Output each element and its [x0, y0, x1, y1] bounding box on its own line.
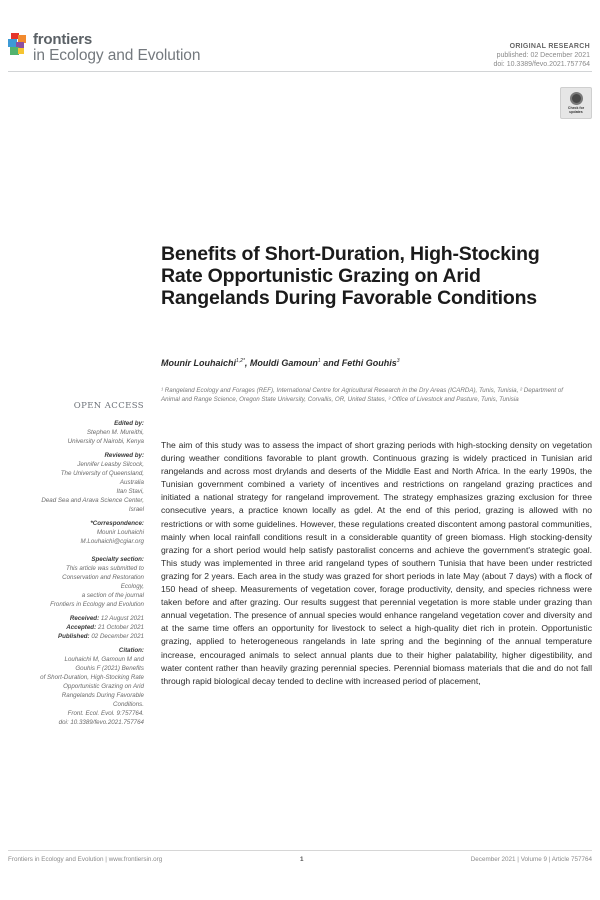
author-name[interactable]: Mouldi Gamoun [249, 358, 318, 368]
received-date [8, 614, 144, 623]
correspondence-name: Mounir Louhaichi [96, 529, 144, 536]
citation-line: Louhaichi M, Gamoun M and [64, 656, 144, 663]
published-date-sidebar [8, 632, 144, 641]
received-label: Received: [69, 615, 100, 622]
reviewer-name[interactable]: Itan Stavi, [116, 488, 144, 495]
footer-journal-link[interactable]: Frontiers in Ecology and Evolution | www.frontiersin.org [8, 856, 163, 863]
editor-name[interactable]: Stephen M. Mureithi, [86, 429, 144, 436]
check-updates-label: Check for updates [567, 106, 585, 114]
received-value: 12 August 2021 [100, 615, 144, 622]
specialty-line: Frontiers in Ecology and Evolution [50, 601, 144, 608]
reviewer-affiliation: Dead Sea and Arava Science Center, [41, 497, 144, 504]
reviewer-affiliation: The University of Queensland, [60, 470, 144, 477]
page-number: 1 [300, 856, 304, 863]
specialty-line: a section of the journal [81, 592, 144, 599]
accepted-date [8, 623, 144, 632]
citation-line: Gouhis F (2021) Benefits [75, 665, 144, 672]
reviewed-by-label: Reviewed by: [104, 452, 144, 459]
published-date: published: 02 December 2021 [496, 52, 590, 59]
article-type: ORIGINAL RESEARCH [509, 43, 590, 50]
published-label: Published: [57, 633, 90, 640]
citation-line: Opportunistic Grazing on Arid [63, 683, 144, 690]
article-title: Benefits of Short-Duration, High-Stocking Rate Opportunistic Grazing on Arid Rangelands During Favorable Conditions [161, 243, 540, 309]
author-name[interactable]: Mounir Louhaichi [161, 358, 236, 368]
specialty-line: Ecology, [120, 583, 144, 590]
check-for-updates-button[interactable] [560, 87, 592, 119]
check-updates-icon [570, 92, 583, 105]
doi-link[interactable]: doi: 10.3389/fevo.2021.757764 [493, 61, 590, 68]
citation-line: Conditions. [113, 701, 144, 708]
brand-name: frontiers [33, 31, 93, 48]
citation-doi-link[interactable]: doi: 10.3389/fevo.2021.757764 [58, 719, 144, 726]
frontiers-logo-icon [8, 33, 30, 57]
footer-volume-info: December 2021 | Volume 9 | Article 757764 [470, 856, 592, 863]
article-info-sidebar [8, 402, 144, 727]
author-affil-marker: 1,2* [236, 358, 245, 364]
abstract-text: The aim of this study was to assess the impact of short grazing periods with high-stocking density on vegetation during weather conditions favorable to plant growth. Continuous grazing is widely practiced in Tunisian arid rangelands and across most drylands and deserts of the Middle East and North Africa. In the early 1990s, the Tunisian government combined a variety of incentives and restrictions on rangeland grazing practices and initiated a national strategy for rangeland improvement. The strategy emphasizes grazing exclusion for three consecutive years, a practice known locally as gdel. At the end of this period, grazing is allowed with no restrictions or with some guidelines. However, these regulations created discontent among pastoral communities, mainly when local rainfall conditions result in a considerable quantity of green biomass. High stocking-density grazing for a short period would help satisfy pastoralist concerns and achieve the government's strategic goal. This study was implemented in three arid rangeland types of southern Tunisia that have been under restricted grazing for 2 years. Each area in the study was grazed for short periods in late May (about 7 days) with a flock of 150 head of sheep. Measurements of vegetation cover, forage productivity, density, and species richness were taken before and after grazing. Our results suggest that perennial vegetation is more stable under grazing than annual vegetation. The presence of annual species would enhance rangeland vegetation cover and diversity and at the same time offers an opportunity for livestock to select a high-quality diet rich in protein. Opportunistic grazing, applied to heterogeneous rangelands in late spring and the beginning of the annual temperature increase, encouraged animals to select annual plants due to their higher palatability, higher digestibility, and water content rather than heavily grazing perennial species. Perennial biomass materials that die and do not fall through rapid biological decay tended to decline with increased period of placement, [161, 440, 592, 686]
journal-name: in Ecology and Evolution [33, 47, 201, 64]
published-value: 02 December 2021 [91, 633, 144, 640]
header-divider [8, 71, 592, 72]
reviewer-affiliation: Israel [128, 506, 144, 513]
citation-label: Citation: [118, 647, 144, 654]
author-separator: , [244, 358, 250, 368]
citation-line: of Short-Duration, High-Stocking Rate [40, 674, 144, 681]
open-access-label: OPEN ACCESS [73, 401, 144, 411]
author-separator: and [320, 358, 342, 368]
author-affil-marker: 3 [396, 358, 400, 364]
specialty-section-label: Specialty section: [91, 556, 144, 563]
edited-by-label: Edited by: [114, 420, 144, 427]
author-affil-marker: 1 [317, 358, 321, 364]
footer-divider [8, 850, 592, 851]
citation-line: Rangelands During Favorable [61, 692, 144, 699]
citation-line: Front. Ecol. Evol. 9:757764. [67, 710, 144, 717]
frontiers-logo[interactable] [8, 32, 200, 64]
author-name[interactable]: Fethi Gouhis [341, 358, 397, 368]
correspondence-label: *Correspondence: [90, 520, 144, 527]
editor-affiliation: University of Nairobi, Kenya [67, 438, 144, 445]
author-list [161, 358, 400, 368]
article-meta [493, 42, 590, 69]
specialty-line: Conservation and Restoration [62, 574, 144, 581]
reviewer-name[interactable]: Jennifer Leasby Silcock, [77, 461, 144, 468]
correspondence-email[interactable]: M.Louhaichi@cgiar.org [80, 538, 144, 545]
affiliations: ¹ Rangeland Ecology and Forages (REF), International Centre for Agricultural Research in the Dry Areas (ICARDA), Tunis, Tunisia, ² Department of Animal and Range Science, Oregon State University, Corvallis, OR, United States, ³ Office of Livestock and Pasture, Tunis, Tunisia [161, 387, 564, 403]
reviewer-affiliation: Australia [119, 479, 144, 486]
specialty-line: This article was submitted to [65, 565, 144, 572]
accepted-label: Accepted: [66, 624, 97, 631]
accepted-value: 21 October 2021 [97, 624, 144, 631]
